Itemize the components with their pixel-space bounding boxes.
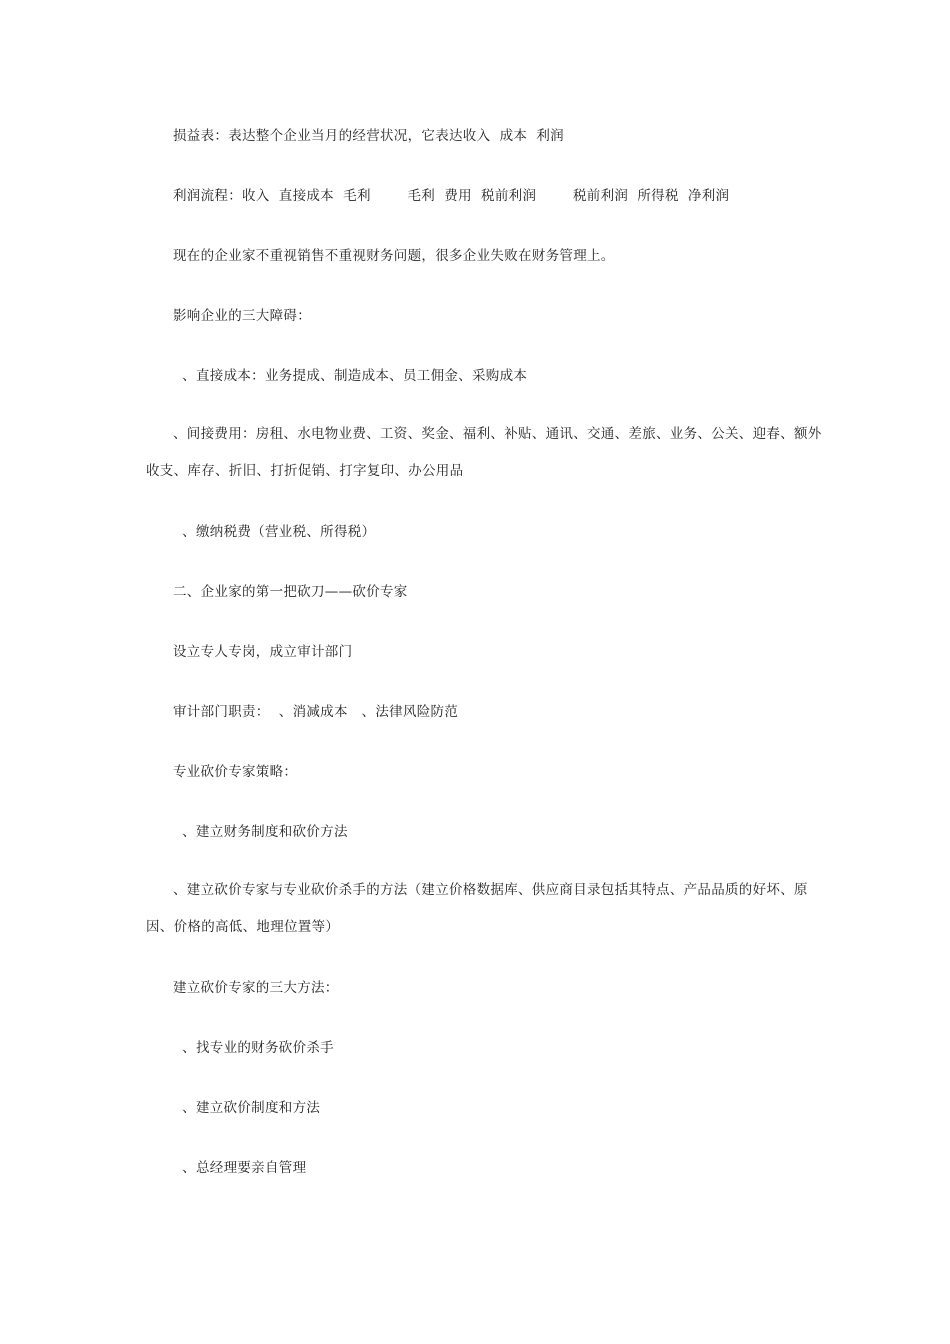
list-item-gm-manage: 、总经理要亲自管理 xyxy=(173,1160,307,1176)
list-item-build-system: 、建立砍价制度和方法 xyxy=(173,1100,321,1116)
paragraph-entrepreneur-issue: 现在的企业家不重视销售不重视财务问题，很多企业失败在财务管理上。 xyxy=(173,248,615,264)
paragraph-audit-duties: 审计部门职责： 、消减成本 、法律风险防范 xyxy=(173,704,459,720)
paragraph-income-statement: 损益表：表达整个企业当月的经营状况，它表达收入 成本 利润 xyxy=(173,128,564,144)
paragraph-three-obstacles: 影响企业的三大障碍： xyxy=(173,308,311,324)
section-heading-bargaining-expert: 二、企业家的第一把砍刀——砍价专家 xyxy=(173,584,408,600)
paragraph-profit-flow: 利润流程：收入 直接成本 毛利 毛利 费用 税前利润 税前利润 所得税 净利润 xyxy=(173,188,730,204)
paragraph-audit-department: 设立专人专岗，成立审计部门 xyxy=(173,644,353,660)
list-item-bargaining-method: 、建立砍价专家与专业砍价杀手的方法（建立价格数据库、供应商目录包括其特点、产品品质的好坏、原因、价格的高低、地理位置等） xyxy=(146,882,808,935)
list-item-finance-system: 、建立财务制度和砍价方法 xyxy=(173,824,348,840)
paragraph-three-methods: 建立砍价专家的三大方法： xyxy=(173,980,339,996)
list-item-indirect-expense: 、间接费用：房租、水电物业费、工资、奖金、福利、补贴、通讯、交通、差旅、业务、公关、迎春、额外收支、库存、折旧、打折促销、打字复印、办公用品 xyxy=(146,426,822,479)
list-item-direct-cost: 、直接成本：业务提成、制造成本、员工佣金、采购成本 xyxy=(173,368,528,384)
list-item-find-killer: 、找专业的财务砍价杀手 xyxy=(173,1040,334,1056)
list-item-taxes: 、缴纳税费（营业税、所得税） xyxy=(173,524,376,540)
paragraph-strategy-heading: 专业砍价专家策略： xyxy=(173,764,298,780)
